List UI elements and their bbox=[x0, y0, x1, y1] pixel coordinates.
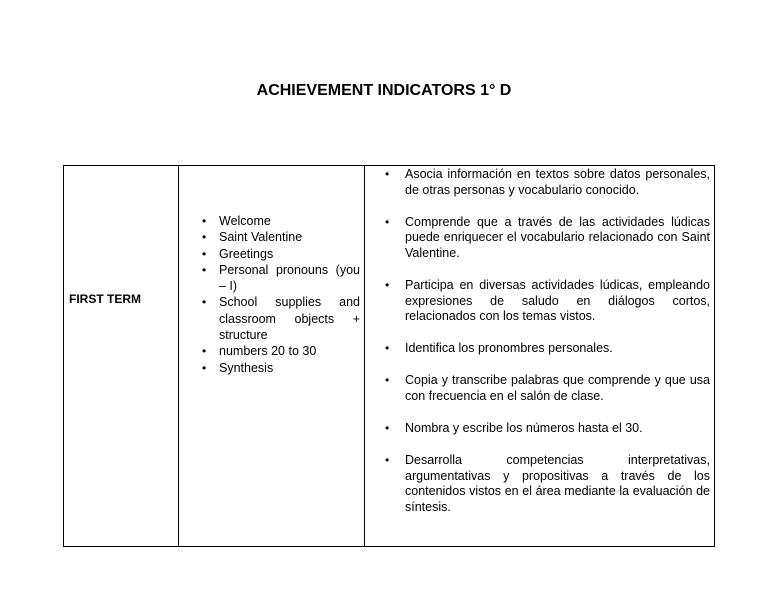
topic-item bbox=[179, 213, 360, 229]
indicator-item bbox=[365, 215, 710, 262]
bullet-icon: • bbox=[202, 295, 207, 310]
topic-item bbox=[179, 294, 360, 343]
topic-item-text: Synthesis bbox=[219, 360, 274, 375]
indicator-item-text: Nombra y escribe los números hasta el 30. bbox=[405, 421, 643, 436]
topic-item-text: Welcome bbox=[219, 214, 271, 228]
topics-column bbox=[179, 166, 365, 546]
bullet-icon: • bbox=[202, 246, 207, 261]
bullet-icon: • bbox=[385, 373, 390, 388]
indicator-item bbox=[365, 453, 710, 515]
topic-item-text: Personal pronouns (you – I) bbox=[219, 262, 360, 294]
topic-item-text: School supplies and classroom objects + structure bbox=[219, 295, 360, 343]
bullet-icon: • bbox=[385, 421, 390, 436]
bullet-icon: • bbox=[202, 344, 207, 359]
bullet-icon: • bbox=[385, 214, 390, 229]
bullet-icon: • bbox=[385, 277, 390, 292]
page-title: ACHIEVEMENT INDICATORS 1° D bbox=[256, 82, 512, 99]
topic-item bbox=[179, 262, 360, 295]
topic-item bbox=[179, 246, 360, 262]
indicator-item-text: Comprende que a través de las actividades lúdicas puede enriquecer el vocabulario relacionado con Saint Valentine. bbox=[405, 214, 710, 260]
bullet-icon: • bbox=[202, 230, 207, 245]
indicator-item bbox=[365, 373, 710, 404]
topics-list bbox=[179, 213, 360, 376]
indicator-item bbox=[365, 421, 710, 437]
indicator-item-text: Desarrolla competencias interpretativas, argumentativas y propositivas a través de los contenidos vistos en el área mediante la evaluación de síntesis. bbox=[405, 453, 710, 514]
topic-item-text: numbers 20 to 30 bbox=[219, 344, 317, 359]
topic-item-text: Saint Valentine bbox=[219, 230, 303, 245]
indicator-item-text: Participa en diversas actividades lúdicas, empleando expresiones de saludo en diálogos cortos, relacionados con los temas vistos. bbox=[405, 277, 710, 324]
indicator-item bbox=[365, 167, 710, 198]
indicators-column bbox=[365, 166, 716, 546]
indicators-list bbox=[365, 167, 710, 516]
term-label: FIRST TERM bbox=[69, 292, 141, 306]
indicator-item-text: Copia y transcribe palabras que comprende y que usa con frecuencia en el salón de clase. bbox=[405, 373, 710, 403]
indicators-table bbox=[63, 165, 715, 547]
bullet-icon: • bbox=[385, 453, 390, 468]
topic-item bbox=[179, 360, 360, 376]
indicator-item-text: Asocia información en textos sobre datos personales, de otras personas y vocabulario conocido. bbox=[405, 167, 710, 197]
topic-item bbox=[179, 229, 360, 245]
indicator-item bbox=[365, 278, 710, 325]
bullet-icon: • bbox=[385, 167, 390, 181]
topic-item bbox=[179, 343, 360, 359]
bullet-icon: • bbox=[202, 360, 207, 375]
indicator-item-text: Identifica los pronombres personales. bbox=[405, 341, 613, 356]
bullet-icon: • bbox=[385, 341, 390, 356]
term-column bbox=[64, 166, 179, 546]
topic-item-text: Greetings bbox=[219, 246, 274, 261]
bullet-icon: • bbox=[202, 262, 207, 277]
bullet-icon: • bbox=[202, 214, 207, 228]
indicator-item bbox=[365, 341, 710, 357]
